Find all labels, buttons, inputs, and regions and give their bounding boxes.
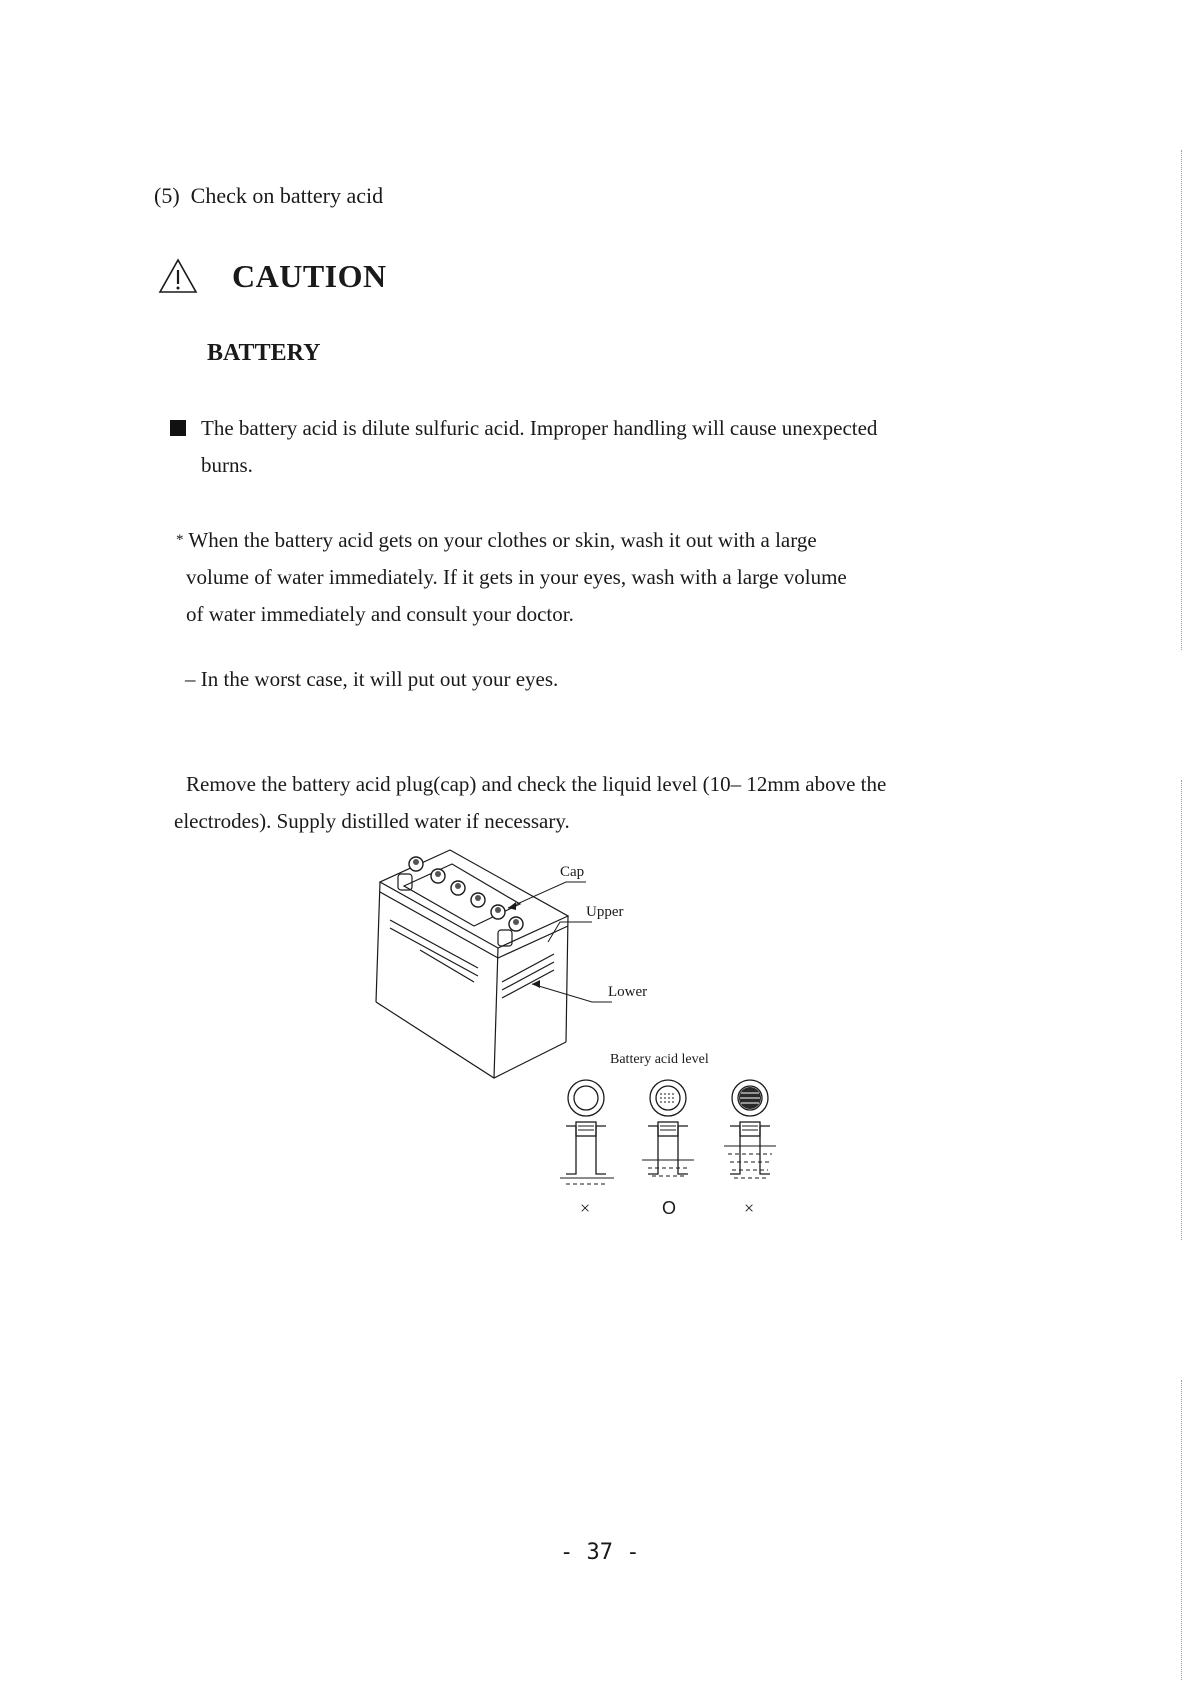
battery-diagram [370, 842, 800, 1242]
mark-too-high: × [744, 1198, 755, 1218]
mark-correct: O [662, 1198, 677, 1218]
instruction-paragraph [174, 766, 974, 840]
note-marker: * [176, 532, 184, 548]
scan-edge-line [1181, 150, 1182, 650]
label-upper: Upper [586, 904, 624, 920]
warning-triangle-icon [158, 258, 198, 294]
battery-illustration [370, 842, 800, 1242]
label-lower: Lower [608, 984, 648, 1000]
subheading-battery: BATTERY [207, 340, 321, 366]
worst-case-warning: – In the worst case, it will put out your eyes. [185, 667, 559, 691]
instruction-line-1: Remove the battery acid plug(cap) and check the liquid level (10– 12mm above the [186, 772, 887, 796]
bullet-paragraph [201, 410, 981, 484]
page-number: - 37 - [560, 1540, 640, 1565]
scan-edge-line [1181, 780, 1182, 1240]
instruction-line-2: electrodes). Supply distilled water if necessary. [174, 809, 570, 833]
label-acid-level: Battery acid level [610, 1052, 709, 1067]
note-line-2: volume of water immediately. If it gets in your eyes, wash with a large volume [186, 565, 847, 589]
note-line-3: of water immediately and consult your doctor. [186, 602, 574, 626]
section-number: (5) [154, 183, 180, 208]
bullet-square-icon [170, 420, 186, 436]
bullet-line-2: burns. [201, 453, 253, 477]
note-paragraph [176, 522, 976, 633]
section-title: Check on battery acid [190, 183, 384, 208]
section-heading [154, 183, 383, 209]
caution-title: CAUTION [232, 258, 387, 294]
label-cap: Cap [560, 864, 585, 880]
mark-too-low: × [580, 1198, 591, 1218]
scan-edge-line [1181, 1380, 1182, 1680]
note-line-1: * When the battery acid gets on your clothes or skin, wash it out with a large [176, 528, 817, 552]
bullet-line-1: The battery acid is dilute sulfuric acid. Improper handling will cause unexpected [201, 416, 878, 440]
